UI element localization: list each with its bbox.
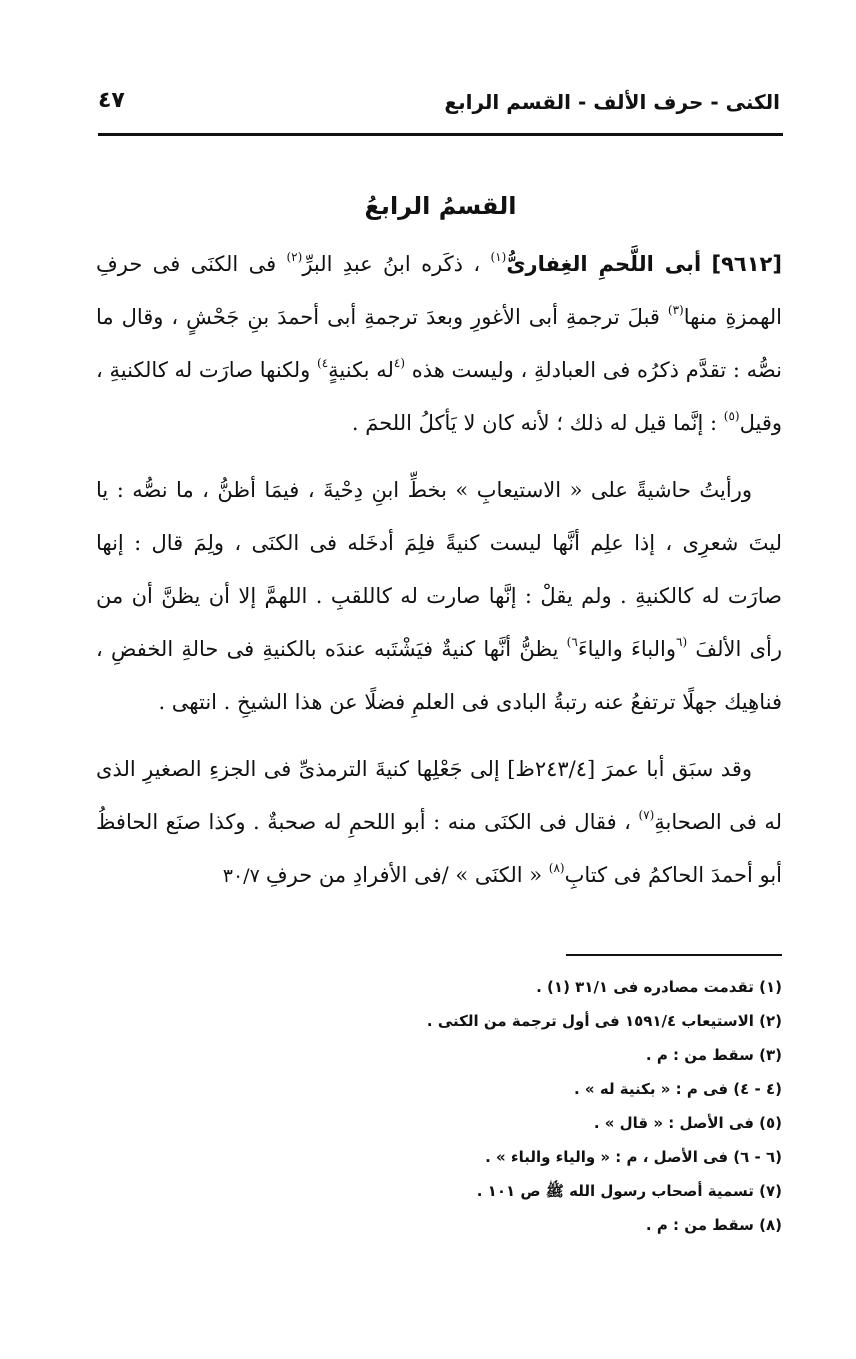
page-number: ٤٧ [98,88,125,113]
text-run: ، ذكَره ابنُ عبدِ البرِّ [302,252,491,276]
footnote-marker: ٤) [317,356,329,370]
volume-page-ref: ٣٠/٧ [222,865,266,887]
footnote-marker: (٥) [723,409,740,423]
paragraph-marginal-note [96,464,782,729]
text-run: إلى جَعْلِها كنيةَ الترمذىِّ فى الجزءِ الصغيرِ الذى له فى الصحابةِ [96,757,782,834]
footnote-marker: ٦) [566,635,578,649]
entry-number: [٩٦١٢] [711,252,782,276]
text-run: وقد سبَق أبا عمرَ [595,757,753,781]
text-run: يظنُّ أنَّها كنيةٌ فيَشْتَبه عندَه بالكنيةِ فى حالةِ الخفضِ ، فناهِيك جهلًا ترتفعُ عنه رتبةُ البادى فى العلمِ فضلًا عن هذا الشيخِ . انتهى . [96,637,782,714]
header-divider [98,133,783,136]
footnote-marker: (٨) [548,861,565,875]
manuscript-folio-ref: [٢٤٣/٤ظ] [507,757,596,781]
footnote: (٦ - ٦) فى الأصل ، م : « والياء والباء » . [485,1148,782,1166]
footnote: (٧) تسمية أصحاب رسول الله ﷺ ص ١٠١ . [476,1182,782,1200]
footnote-marker: (٧) [638,808,655,822]
section-heading: القسمُ الرابعُ [364,192,517,220]
footnote: (٨) سقط من : م . [645,1216,782,1234]
footnote: (٥) فى الأصل : « قال » . [593,1114,782,1132]
footnote-marker: (١) [490,250,507,264]
footnote: (٤ - ٤) فى م : « بكنية له » . [574,1080,782,1098]
footnote-marker: (٣) [667,303,684,317]
footnote: (١) تقدمت مصادره فى ٣١/١ (١) . [536,978,782,996]
text-run: فى الكنَى فى حرفِ الهمزةِ منها [96,252,782,329]
text-run: قبلَ ترجمةِ أبى الأغورِ وبعدَ ترجمةِ أبى أحمدَ بنِ جَحْشٍ ، وقال ما نصُّه : تقدَّم ذكرُه فى العبادلةِ ، وليست هذه [96,305,782,382]
text-run: ، فقال فى الكنَى منه : أبو اللحمِ له صحبةٌ . وكذا صنَع الحافظُ أبو أحمدَ الحاكمُ فى كتابِ [96,810,782,887]
footnote-marker: (٤ [393,356,406,370]
text-run: ورأيتُ حاشيةً على « الاستيعابِ » بخطِّ ابنِ دِحْيةَ ، فيمَا أظنُّ ، ما نصُّه : يا ليتَ شعرِى ، إذا علِم أنَّها ليست كنيةً فلِمَ أدخَله فى الكنَى ، ولِمَ قال : إنها صارَت له كالكنيةِ . ولم يقلْ : إنَّها صارت له كاللقبِ . اللهمَّ إلا أن يظنَّ أن من رأى الألفَ [96,478,782,661]
main-text [96,238,782,903]
text-run: ولكنها صارَت له كالكنيةِ ، وقيل [96,358,782,435]
footnote-marker: (٦ [676,635,688,649]
footnote-marker: (٢) [286,250,303,264]
footnote: (٣) سقط من : م . [645,1046,782,1064]
text-run: : إنَّما قيل له ذلك ؛ لأنه كان لا يَأكلُ اللحمَ . [351,411,724,435]
footnote-divider [566,954,782,956]
entry-name: أبى اللَّحمِ الغِفارىُّ [506,252,702,276]
text-run: له بكنيةٍ [328,358,394,382]
running-header [98,84,780,124]
footnotes [96,970,782,1242]
text-run: « الكنَى » /فى الأفرادِ من حرفِ [265,863,549,887]
paragraph-tirmidhi [96,743,782,903]
paragraph-entry [96,238,782,450]
text-run: والباءَ والياءَ [577,637,677,661]
footnote: (٢) الاستيعاب ١٥٩١/٤ فى أول ترجمة من الكنى . [426,1012,782,1030]
running-header-title: الكنى - حرف الألف - القسم الرابع [444,90,780,114]
